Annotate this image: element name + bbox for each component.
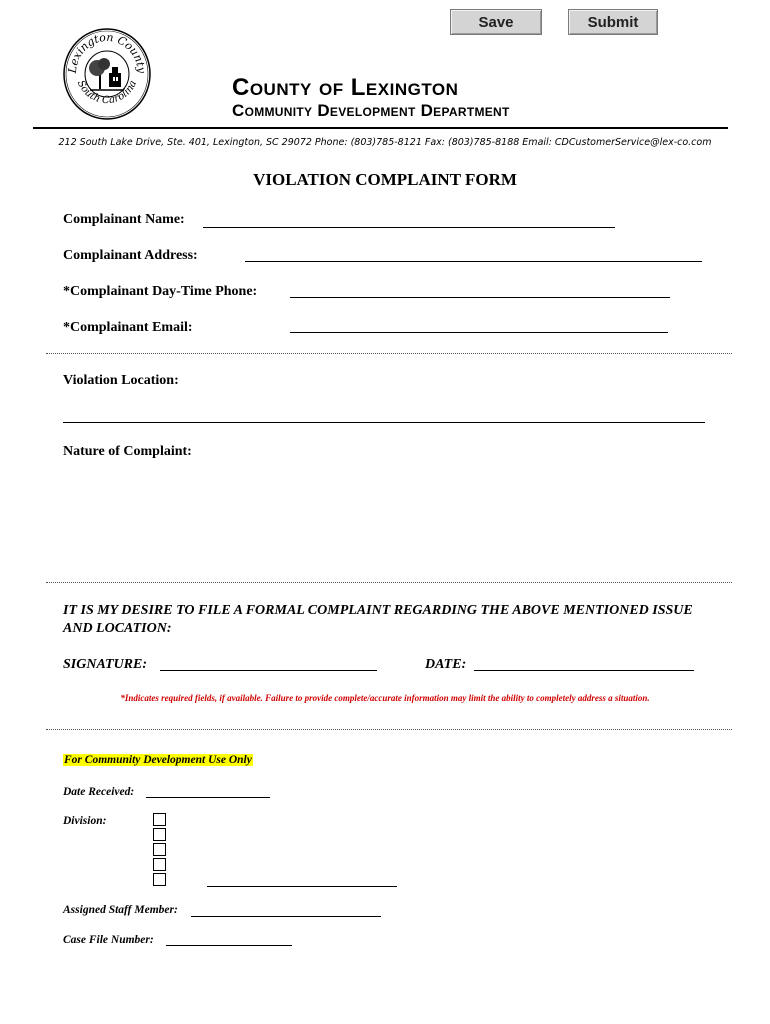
submit-button[interactable]: Submit <box>568 9 658 35</box>
complaint-statement: IT IS MY DESIRE TO FILE A FORMAL COMPLAINT REGARDING THE ABOVE MENTIONED ISSUE AND LOCATION: <box>63 603 693 636</box>
case-file-label: Case File Number: <box>63 934 154 946</box>
violation-location-field[interactable] <box>63 422 705 423</box>
daytime-phone-field[interactable] <box>290 297 670 298</box>
form-title: VIOLATION COMPLAINT FORM <box>253 170 517 189</box>
division-checkbox[interactable] <box>153 858 166 871</box>
assigned-staff-label: Assigned Staff Member: <box>63 904 178 916</box>
section-divider <box>46 353 732 354</box>
nature-of-complaint-label: Nature of Complaint: <box>63 444 192 459</box>
date-received-label: Date Received: <box>63 786 135 798</box>
complainant-address-label: Complainant Address: <box>63 248 198 263</box>
division-checkbox[interactable] <box>153 813 166 826</box>
date-received-field[interactable] <box>146 797 270 798</box>
division-label: Division: <box>63 815 107 827</box>
save-button[interactable]: Save <box>450 9 542 35</box>
division-checkbox[interactable] <box>153 828 166 841</box>
complainant-name-label: Complainant Name: <box>63 212 185 227</box>
division-checkbox[interactable] <box>153 843 166 856</box>
violation-location-label: Violation Location: <box>63 373 179 388</box>
svg-text:South Carolina: South Carolina <box>74 78 140 107</box>
office-use-heading: For Community Development Use Only <box>64 754 252 766</box>
daytime-phone-label: *Complainant Day-Time Phone: <box>63 284 258 299</box>
contact-line: 212 South Lake Drive, Ste. 401, Lexington, SC 29072 Phone: (803)785-8121 Fax: (803)785-8188 Email: CDCustomerService@lex-co.com <box>58 137 712 148</box>
county-title: County of Lexington <box>232 74 459 101</box>
signature-field[interactable] <box>160 670 377 671</box>
date-label: DATE: <box>425 657 467 672</box>
header-divider <box>33 127 728 129</box>
email-label: *Complainant Email: <box>63 320 193 335</box>
section-divider <box>46 582 732 583</box>
division-checkbox[interactable] <box>153 873 166 886</box>
complainant-name-field[interactable] <box>203 227 615 228</box>
email-field[interactable] <box>290 332 668 333</box>
svg-text:Lexington County: Lexington County <box>65 30 149 74</box>
county-seal-logo <box>62 27 152 121</box>
complainant-address-field[interactable] <box>245 261 702 262</box>
required-fields-note: *Indicates required fields, if available. Failure to provide complete/accurate information may limit the ability to completely address a situation. <box>120 693 650 703</box>
division-other-field[interactable] <box>207 886 397 887</box>
nature-of-complaint-field[interactable] <box>63 466 705 574</box>
department-title: Community Development Department <box>232 101 510 120</box>
date-field[interactable] <box>474 670 694 671</box>
assigned-staff-field[interactable] <box>191 916 381 917</box>
case-file-field[interactable] <box>166 945 292 946</box>
section-divider <box>46 729 732 730</box>
signature-label: SIGNATURE: <box>63 657 148 672</box>
